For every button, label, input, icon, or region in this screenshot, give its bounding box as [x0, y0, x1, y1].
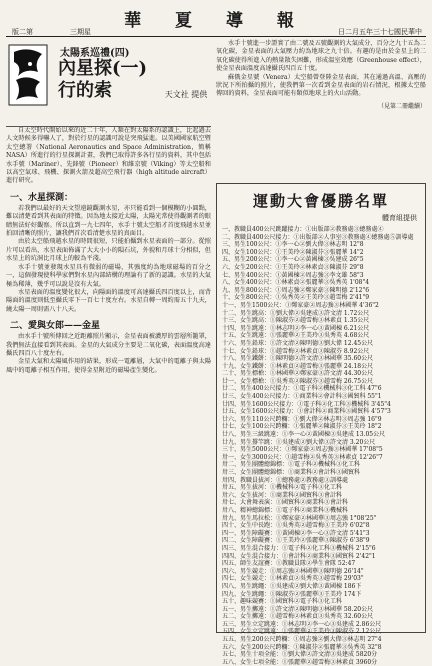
lead-paragraph: 自太空時代開始以來的近二十年，人類在對太陽系的認識上，比起過去人文時候多得嚇人了，對於行星的認識可說是突飛猛進。以美國國家航空暨太空總署（National Aeronautics and Space Administration，簡稱NASA）所進行的行星探測計畫，我們已取得許多各行星的資料，其中包括水手號（Mariner）、先鋒號（Pioneer）和維京號（Viking）等太空船和以高空氣球、飛機、探測火箭及超高空飛行器（high altitude aircraft）進行研究。	[6, 127, 211, 185]
result-item: 廿二、男生400公尺接力：①電子科②機械科③化工科 47"6	[222, 385, 382, 393]
result-item: 四四、女生混合接力：①會計科②商業科③國貿科 2'42"1	[222, 552, 376, 560]
result-item: 二、教職員400公尺接力：①出版部②人事室③教務處④總務處⑤訓導處	[222, 233, 414, 241]
result-item: 五六、女生200公尺跨欄：①陳淑芬②張麗華③吳秀英 32"8	[222, 643, 382, 651]
result-item: 廿五、女生1600公尺接力：①會計科②商業科③國貿科 4'57"3	[222, 408, 391, 416]
results-title: 運動大會優勝名單	[252, 192, 389, 210]
result-item: 四九、女生跳繩：①陳淑芬②張麗華③王美玲 174下	[222, 590, 362, 598]
result-item: 卅八、精神總錦標：①電子科②商業科③機械科	[222, 506, 349, 514]
dragon-seal-icon	[8, 44, 48, 106]
masthead-rule	[6, 36, 426, 37]
result-item: 十六、男生鉛球：①許文清②陳明德③劉大偉 12.45公尺	[222, 339, 374, 347]
section-mercury	[6, 190, 211, 314]
result-item: 六、女生200公尺：①王美玲②林素貞③陳淑芬 29"8	[222, 263, 364, 271]
paragraph: 水手十號並發現水星具有微弱的磁場，其強度約為地球磁場的百分之一，這個發現使科學家們對水星內部結構的理論有了新的認識。水星的大氣極為稀薄，幾乎可以說是沒有大氣。	[6, 263, 211, 288]
article-headline	[58, 58, 162, 102]
result-item: 四三、男生混合接力：①電子科②化工科③機械科 2'15"6	[222, 544, 376, 552]
paragraph: 由水手十號所傳回之近距離照片顯示，金星表面被濃厚的雲層所籠罩，我們無法直接看到其表面。金星的大氣成分主要是二氧化碳，表面溫度高達攝氏四百八十度左右。	[6, 333, 211, 357]
paragraph: 蘇俄金星號（Venera）太空船曾登陸金星表面，其在通過高溫、高壓的狀況下所拍攝的照片，使我們第一次看到金星表面的岩石情況，根據太空船傳回的資料，金星表面可能有類似地球上的火山活動。	[216, 73, 426, 98]
result-item: 廿四、男生1600公尺接力：①電子科②化工科③機械科 3'45"4	[222, 400, 391, 408]
results-list	[217, 226, 425, 666]
result-item: 十五、女生跳遠：①張麗華②王美玲③吳秀英 4.68公尺	[222, 332, 370, 340]
result-item: 七、男生400公尺：①黃國棟②周志強③李文雄 58"3	[222, 271, 364, 279]
result-item: 九、男生800公尺：①周志強②鄭家豪③陳明德 2'12"6	[222, 286, 370, 294]
result-item: 卅七、大會舞表演：①國貿科②商業科③會計科	[222, 499, 349, 507]
paragraph: 水星表面的溫度變化很大，向陽面的溫度可高達攝氏四百度以上，而背陽面的溫度則低至攝氏零下一百七十度左右。水星自轉一周約需五十九天，繞太陽一周則需八十八天。	[6, 288, 211, 313]
left-column	[6, 40, 211, 635]
results-source: 體育組提供	[382, 214, 417, 222]
result-item: 五七、男生十項全能：①劉大偉②許文清③吳建成 5820分	[222, 651, 378, 659]
masthead-title: 華 夏 導 報	[124, 11, 308, 31]
result-item: 廿六、男生110公尺跨欄：①劉大偉②林志明③周志強 16"9	[222, 415, 382, 423]
result-item: 十九、女生鐵餅：①林素貞②趙雪梅③張麗華 24.18公尺	[222, 362, 374, 370]
result-item: 卅六、女生拔河：①商業科②國貿科③會計科	[222, 491, 343, 499]
paragraph: 金星大氣和太陽風作用的結果，形成一電離層，大氣中的電離子與太陽風中的電離子相互作用，使得金星附近的磁場產生變化。	[6, 358, 211, 374]
result-item: 四七、女生競走：①林素貞②吳秀英③趙雪梅 29'03"	[222, 575, 364, 583]
result-item: 五八、女生七項全能：①張麗華②趙雪梅③林素貞 3960分	[222, 658, 378, 666]
paragraph: 水手十號進一步證實了由二號及五號觀測的大氣成分，百分之九十五為二氧化碳，金星表面的大氣壓力約為地球之九十倍。有趣的是由於金星上的二氧化碳使得所進入的熱量散失困難，形成溫室效應（Greenhouse effect），使金星表面溫度高達攝氏四百五十度。	[216, 40, 426, 73]
result-item: 十一、男生1500公尺：①鄭家豪②周志強③林國華 4'36"2	[222, 301, 379, 309]
headline-line: 行的索	[58, 80, 112, 101]
result-item: 四八、男生跳繩：①吳建成②劉大偉③黃國棟 186下	[222, 582, 362, 590]
result-item: 廿三、女生400公尺接力：①商業科②會計科③國貿科 55"1	[222, 393, 382, 401]
paragraph: 由於太空船飛越水星的時間很短，只能拍攝到水星表面的一部分。從照片可以看出，水星表面佈滿了大大小小的隕石坑，外貌和月球十分相似，但水星上的坑洞比月球上的較為平淺。	[6, 238, 211, 263]
article-kicker: 太陽系巡禮(四)	[60, 48, 130, 59]
result-item: 卅一、女生3000公尺：①趙雪梅②吳秀英③林素貞 12'26"7	[222, 453, 383, 461]
result-item: 三、男生100公尺：①李一心②劉大偉③林志明 12"8	[222, 241, 364, 249]
result-item: 五一、男生擲遠：①許文清②陳明德③林國華 58.20公尺	[222, 605, 374, 613]
result-item: 廿七、女生100公尺跨欄：①張麗華②陳淑芬③王美玲 18"2	[222, 423, 382, 431]
issue-date: 日二月五年三十七國民華中	[338, 28, 422, 36]
result-item: 四五、師生友誼賽：①教職員隊②學生會隊 52:47	[222, 560, 356, 568]
result-item: 廿九、男生撐竿跳：①吳建成②劉大偉③許文清 3.20公尺	[222, 438, 376, 446]
result-item: 三十、男生5000公尺：①鄭家豪②周志強③林國華 17'08"5	[222, 446, 383, 454]
result-item: 一、教職員400公尺跳躍接力：①出版部②教務處③總務處④	[222, 226, 384, 233]
issue-day: 三期星	[70, 28, 91, 36]
section-venus	[6, 318, 211, 375]
result-item: 二十、男生標槍：①林國華②鄭家豪③許文清 44.30公尺	[222, 370, 374, 378]
result-item: 四一、男生障礙賽：①黃國棟②李一心③許文清 5'41"3	[222, 529, 370, 537]
paragraph: 若我們以最好的天文望遠鏡觀測水星，亦只能看到一個模糊的小圓點，難以清楚看到其表面的特徵。因為地太接近太陽，太陽光常使得觀測者的眼睛無法好好觀察。所以直到一九七四年，水手十號太空船才首度飛越水星並拍回清晰的照片，讓我們首次看清楚水星的真面目。	[6, 204, 211, 238]
result-item: 四十、女生中長跑：①吳秀英②趙雪梅③王美玲 6'02"8	[222, 522, 370, 530]
result-item: 廿八、男生三級跳遠：①李一心②黃國棟③吳建成 13.05公尺	[222, 431, 386, 439]
result-item: 十二、男生跳高：①劉大偉②吳建成③許文清 1.72公尺	[222, 309, 370, 317]
section-heading: 二、愛與女郎——金星	[10, 321, 101, 332]
result-item: 五三、男生立定跳遠：①林志明②李一心③吳建成 2.86公尺	[222, 620, 382, 628]
result-item: 十、女生800公尺：①吳秀英②王美玲③趙雪梅 2'41"9	[222, 294, 370, 302]
result-item: 四二、女生障礙賽：①王美玲②張麗華③陳淑芬 6'38"9	[222, 537, 370, 545]
result-item: 五、男生200公尺：①李一心②黃國棟③吳建成 26"5	[222, 256, 364, 264]
result-item: 十八、男生鐵餅：①陳明德②許文清③林國華 35.60公尺	[222, 355, 374, 363]
result-item: 十三、女生跳高：①陳淑芬②趙雪梅③林素貞 1.35公尺	[222, 317, 370, 325]
headline-line: 內星探(一)	[58, 58, 148, 79]
result-item: 卅三、女生團體總錦標：①商業科②會計科③國貿科	[222, 469, 361, 476]
lead-article-header	[6, 40, 211, 127]
article-byline: 天文社 提供	[164, 90, 208, 99]
result-item: 四六、男生競走：①周志強②林國華③陳明德 26'14"	[222, 567, 364, 575]
section-heading: 一、水星探測：	[10, 192, 74, 203]
masthead	[0, 0, 432, 36]
result-item: 卅二、男生團體總錦標：①電子科②機械科③化工科	[222, 461, 361, 469]
result-item: 卅五、男生拔河：①機械科②電子科③化工科	[222, 484, 343, 492]
result-item: 五二、女生擲遠：①趙雪梅②林素貞③吳秀英 32.60公尺	[222, 613, 374, 621]
result-item: 廿一、女生標槍：①吳秀英②陳淑芬③趙雪梅 26.75公尺	[222, 377, 374, 385]
result-item: 卅四、教職員拔河：①總務處②教務處③訓導處	[222, 476, 349, 484]
result-item: 四、女生100公尺：①王美玲②陳淑芬③張麗華 14"2	[222, 248, 364, 256]
result-item: 卅九、男生馬拉松：①鄭家豪②林國華③周志強 1°08'25"	[222, 514, 377, 522]
result-item: 八、女生400公尺：①林素貞②張麗華③吳秀英 1'08"4	[222, 279, 370, 287]
sports-results-box	[216, 183, 426, 666]
continuation-note: （見第二冊繼續）	[377, 102, 426, 110]
result-item: 十七、女生鉛球：①趙雪梅②林素貞③陳淑芬 8.92公尺	[222, 347, 370, 355]
page-number: 版二第	[12, 28, 33, 36]
result-item: 十四、男生跳遠：①林志明②李一心③黃國棟 6.21公尺	[222, 324, 370, 332]
result-item: 五十、趣味競賽：①國貿科②電子科③化工科	[222, 598, 343, 606]
result-item: 五五、男生200公尺跨欄：①周志強②劉大偉③林志明 27"4	[222, 636, 382, 644]
result-item: 五四、女生立定跳遠：①張麗華②王美玲③陳淑芬 2.12公尺	[222, 628, 382, 636]
